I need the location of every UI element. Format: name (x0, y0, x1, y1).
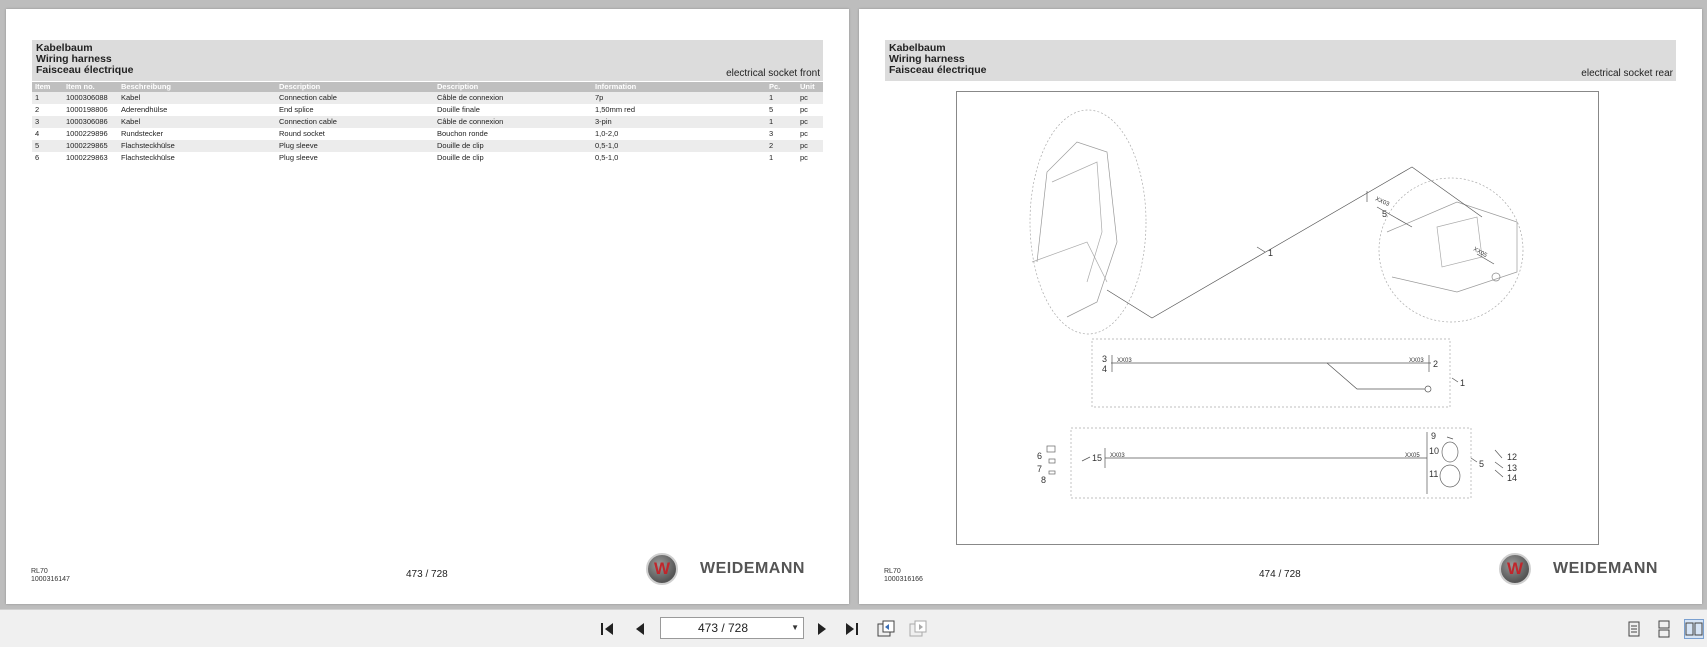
table-row (32, 116, 823, 128)
cell: End splice (279, 105, 314, 114)
next-page-icon[interactable] (812, 619, 832, 639)
label-xx05-bottom: XX05 (1405, 453, 1420, 459)
first-page-icon[interactable] (598, 619, 618, 639)
col-pc: Pc. (766, 82, 797, 92)
callout-4: 4 (1102, 364, 1108, 374)
wiring-diagram (956, 91, 1599, 545)
rear-plug (1492, 273, 1500, 281)
rear-socket (1437, 217, 1482, 267)
cell: Plug sleeve (276, 140, 434, 152)
cell: pc (800, 153, 808, 162)
weidemann-logo-icon (646, 553, 678, 585)
last-page-icon[interactable] (842, 619, 862, 639)
table-header-row (32, 82, 823, 92)
cab-outline (1037, 142, 1117, 317)
callout-14: 14 (1507, 473, 1518, 483)
cell: 1000229865 (63, 140, 118, 152)
callout-6: 6 (1037, 451, 1043, 461)
go-back-view-icon[interactable] (876, 619, 896, 639)
cell: 5 (32, 140, 63, 152)
cell: pc (800, 105, 808, 114)
cab-inner (1052, 162, 1102, 282)
page-number: 473 / 728 (406, 569, 448, 580)
part-13-icon (1495, 462, 1503, 468)
callout-13: 13 (1507, 463, 1518, 473)
model-name: RL70 (31, 568, 48, 575)
col-description-en: Description (276, 82, 434, 92)
viewer-toolbar (0, 609, 1707, 647)
callout-1-mid: 1 (1460, 378, 1466, 388)
callout-11: 11 (1429, 469, 1439, 479)
col-beschreibung: Beschreibung (118, 82, 276, 92)
cell: Kabel (118, 116, 276, 128)
page-number: 474 / 728 (1259, 569, 1301, 580)
part-9-icon (1447, 437, 1453, 439)
label-xx05-top: XX05 (1472, 246, 1488, 260)
title-en: Wiring harness (889, 53, 965, 65)
cell: Round socket (279, 129, 325, 138)
col-information: Information (592, 82, 766, 92)
cell: pc (800, 129, 808, 138)
cell: 3 (32, 116, 63, 128)
page-selector[interactable] (660, 617, 804, 639)
cell: Flachsteckhülse (121, 153, 175, 162)
table-row (32, 128, 823, 140)
cell: 2 (766, 140, 797, 152)
col-unit: Unit (797, 82, 823, 92)
col-description-fr: Description (434, 82, 592, 92)
col-item-no: Item no. (63, 82, 118, 92)
diagram-svg (957, 92, 1598, 544)
section-subtitle: electrical socket front (726, 68, 820, 79)
cell: 2 (35, 105, 40, 114)
cell: 1 (769, 153, 774, 162)
cell: Douille finale (437, 105, 480, 114)
table-row (32, 152, 823, 164)
part-14-icon (1495, 470, 1503, 477)
label-xx03-mid-left: XX03 (1117, 358, 1132, 364)
leader-1-mid (1452, 378, 1458, 382)
callout-3: 3 (1102, 354, 1108, 364)
two-page-view-icon[interactable] (1684, 619, 1704, 639)
cell: 3 (769, 129, 774, 138)
section-header (32, 40, 823, 81)
brand-name: WEIDEMANN (700, 560, 805, 577)
part-10-icon (1442, 442, 1458, 462)
cell: 3-pin (592, 116, 766, 128)
cell: Plug sleeve (279, 153, 318, 162)
title-de: Kabelbaum (889, 42, 946, 54)
cell: Kabel (118, 92, 276, 104)
cell: Connection cable (276, 92, 434, 104)
cell: 1000229896 (66, 129, 108, 138)
parts-table (32, 82, 823, 164)
page-474 (859, 9, 1702, 604)
cell: 4 (35, 129, 40, 138)
cell: 6 (35, 153, 40, 162)
cell: pc (797, 140, 823, 152)
cable-detail-box (1092, 339, 1450, 407)
cell: 1000229863 (66, 153, 108, 162)
label-xx03-mid-right: XX03 (1409, 358, 1424, 364)
footer-model (31, 568, 70, 584)
cell: Douille de clip (434, 140, 592, 152)
title-en: Wiring harness (36, 53, 112, 65)
table-row (32, 104, 823, 116)
cell: 1,50mm red (595, 105, 636, 114)
callout-5-bottom: 5 (1479, 459, 1485, 469)
chevron-down-icon[interactable]: ▼ (791, 623, 799, 632)
label-xx03-top: XX03 (1374, 196, 1391, 209)
logo-letter: W (1506, 559, 1524, 578)
rear-outline (1387, 202, 1517, 292)
cell: pc (797, 116, 823, 128)
cell: Aderendhülse (121, 105, 168, 114)
document-number: 1000316166 (884, 576, 923, 583)
cell: Flachsteckhülse (118, 140, 276, 152)
model-name: RL70 (884, 568, 901, 575)
footer-model (884, 568, 923, 584)
brand-name: WEIDEMANN (1553, 560, 1658, 577)
single-page-view-icon[interactable] (1624, 619, 1644, 639)
table-row (32, 140, 823, 152)
cell: 1 (32, 92, 63, 104)
main-cable (1107, 167, 1482, 318)
callout-7: 7 (1037, 464, 1043, 474)
go-forward-view-icon[interactable] (908, 619, 928, 639)
cell: Bouchon ronde (437, 129, 488, 138)
page-473 (6, 9, 849, 604)
cell: 1 (766, 116, 797, 128)
weidemann-logo-icon (1499, 553, 1531, 585)
callout-1-top: 1 (1268, 248, 1274, 258)
label-xx03-bottom: XX03 (1110, 453, 1125, 459)
cell: 1,0-2,0 (595, 129, 619, 138)
part-7-icon (1049, 459, 1055, 463)
document-number: 1000316147 (31, 576, 70, 583)
col-item: Item (32, 82, 63, 92)
cell: Connection cable (276, 116, 434, 128)
title-fr: Faisceau électrique (36, 64, 134, 76)
table-row (32, 92, 823, 104)
callout-2: 2 (1433, 359, 1439, 369)
cable-end (1425, 386, 1431, 392)
callout-10: 10 (1429, 446, 1440, 456)
cell: Câble de connexion (434, 116, 592, 128)
cell: 1000306086 (63, 116, 118, 128)
page-selector-value[interactable]: 473 / 728 (697, 621, 749, 635)
cell: 1000198806 (66, 105, 108, 114)
title-fr: Faisceau électrique (889, 64, 987, 76)
continuous-view-icon[interactable] (1654, 619, 1674, 639)
title-de: Kabelbaum (36, 42, 93, 54)
cell: 7p (592, 92, 766, 104)
part-12-icon (1495, 450, 1502, 458)
cell: 0,5-1,0 (595, 153, 619, 162)
callout-15: 15 (1092, 453, 1103, 463)
callout-5-top: 5 (1382, 209, 1388, 219)
callout-12: 12 (1507, 452, 1518, 462)
cell: 0,5-1,0 (592, 140, 766, 152)
callout-9: 9 (1431, 431, 1437, 441)
part-8-icon (1049, 471, 1055, 474)
prev-page-icon[interactable] (630, 619, 650, 639)
cell: Douille de clip (437, 153, 484, 162)
cell: Rundstecker (121, 129, 164, 138)
cell: Câble de connexion (434, 92, 592, 104)
cell: 1 (766, 92, 797, 104)
part-11-icon (1440, 465, 1460, 487)
leader-1 (1257, 247, 1265, 252)
cell: pc (797, 92, 823, 104)
cell: 5 (769, 105, 774, 114)
cab-detail (1032, 242, 1107, 282)
detail-rear-ellipse (1379, 178, 1523, 322)
callout-8: 8 (1041, 475, 1047, 485)
section-header (885, 40, 1676, 81)
assembly-detail-box (1071, 428, 1471, 498)
cable-branch (1327, 363, 1425, 389)
leader-15 (1082, 457, 1090, 461)
leader-5-bottom (1471, 458, 1477, 462)
logo-letter: W (653, 559, 671, 578)
detail-front-ellipse (1030, 110, 1146, 334)
section-subtitle: electrical socket rear (1581, 68, 1673, 79)
part-6-icon (1047, 446, 1055, 452)
cell: 1000306088 (63, 92, 118, 104)
